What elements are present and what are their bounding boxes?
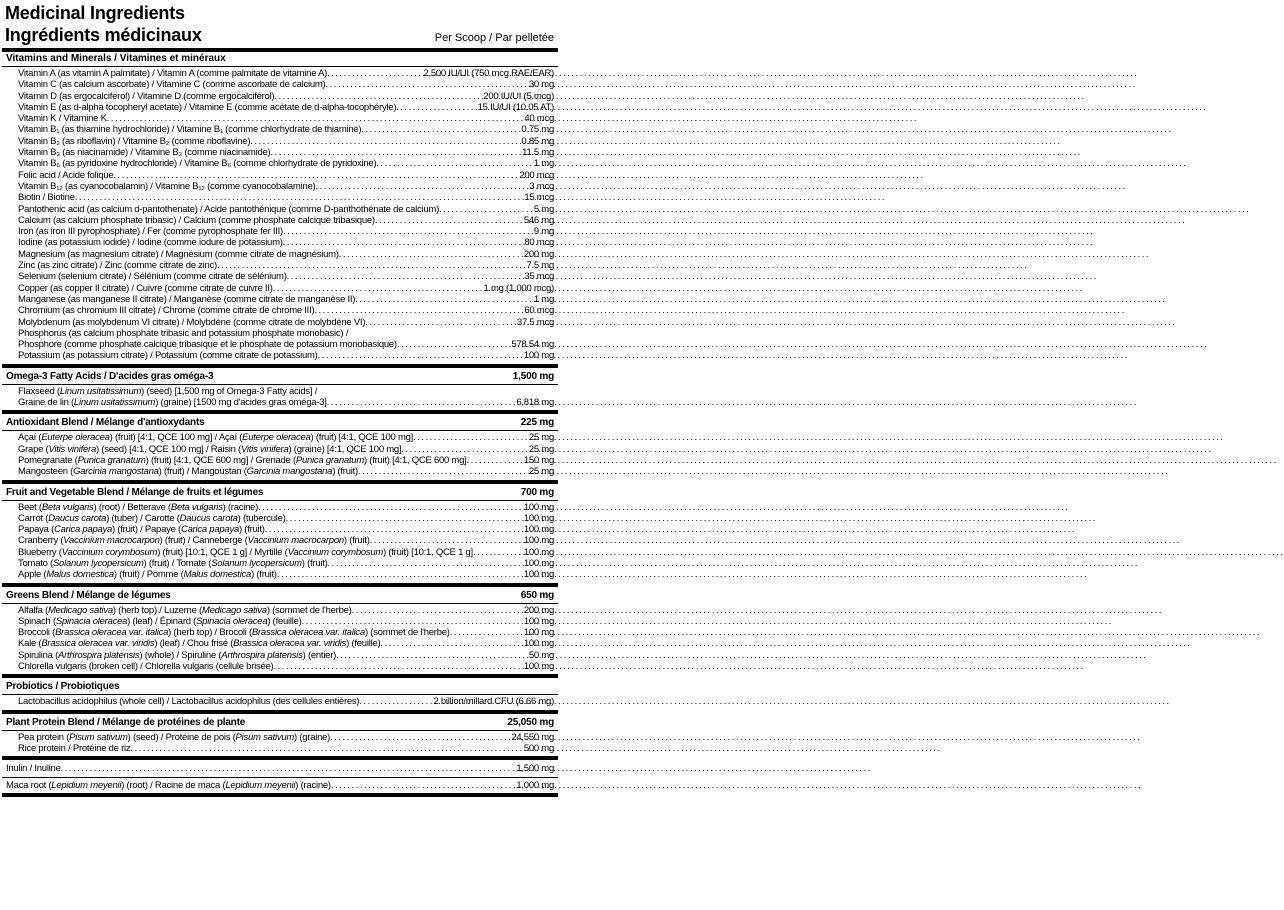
fruitveg-row	[18, 524, 554, 535]
vitamin-row	[18, 192, 554, 203]
ingredient-name: Pea protein (Pisum sativum) (seed) / Protéine de pois (Pisum sativum) (graine)	[18, 731, 331, 743]
fruitveg-row	[18, 535, 554, 546]
antioxidant-row	[18, 444, 554, 455]
vitamin-row	[18, 271, 554, 282]
fruitveg-row	[18, 558, 554, 569]
ingredient-name: Vitamin E (as d-alpha tocopheryl acetate) / Vitamine E (comme acétate de d-alpha-tocophéryle)	[18, 101, 397, 113]
vitamin-row	[18, 170, 554, 181]
section-heading-greens: Greens Blend / Mélange de légumes 650 mg	[6, 589, 554, 601]
ingredient-row-inulin: Inulin / Inuline ..... 1,500 mg	[6, 763, 554, 774]
per-scoop-label: Per Scoop / Par pelletée	[434, 32, 554, 44]
ingredient-amount: 150 mg	[523, 454, 554, 466]
ingredient-name: Chromium (as chromium III citrate) / Chrome (comme citrate de chrome III)	[18, 305, 315, 317]
ingredient-amount: 100 mg	[523, 627, 554, 639]
ingredient-row-potassium: Potassium (as potassium citrate) / Potassium (comme citrate de potassium) ..... 100 mg	[18, 350, 554, 361]
section-heading-antioxidant: Antioxidant Blend / Mélange d'antioxydants 225 mg	[6, 417, 554, 429]
ingredient-name: Spirulina (Arthrospira platensis) (whole) / Spiruline (Arthrospira platensis) (entier)	[18, 649, 337, 661]
ingredient-amount: 25 mg	[528, 443, 554, 455]
vitamin-row	[18, 305, 554, 316]
ingredient-name: Beet (Beta vulgaris) (root) / Betterave (Beta vulgaris) (racine)	[18, 501, 259, 513]
ingredient-name: Kale (Brassica oleracea var. viridis) (leaf) / Chou frisé (Brassica oleracea var. viridis) (feuille)	[18, 638, 381, 650]
probiotics-list	[2, 695, 558, 709]
ingredient-amount: 30 mg	[528, 79, 554, 91]
ingredient-amount: 1 mg (1,000 mcg)	[483, 282, 554, 294]
vitamins-list	[2, 67, 558, 364]
greens-row	[18, 661, 554, 672]
ingredient-name: Folic acid / Acide folique	[18, 169, 114, 181]
greens-list	[2, 604, 558, 675]
vitamin-row	[18, 237, 554, 248]
ingredient-amount: 80 mcg	[524, 237, 554, 249]
ingredient-amount: 35 mcg	[524, 271, 554, 283]
ingredient-amount: 1 mg	[533, 158, 554, 170]
ingredient-name: Pantothenic acid (as calcium d-pantothenate) / Acide pantothénique (comme D-panthothénate de calcium)	[18, 203, 439, 215]
vitamin-row	[18, 91, 554, 102]
ingredient-name: Alfalfa (Medicago sativa) (herb top) / Luzerne (Medicago sativa) (sommet de l'herbe)	[18, 604, 352, 616]
ingredient-amount: 100 mg	[523, 535, 554, 547]
fruitveg-row	[18, 513, 554, 524]
vitamin-row	[18, 102, 554, 113]
ingredient-name: Molybdenum (as molybdenum VI citrate) / Molybdène (comme citrate de molybdène VI)	[18, 316, 366, 328]
protein-list	[2, 731, 558, 757]
ingredient-name: Papaya (Carica papaya) (fruit) / Papaye (Carica papaya) (fruit)	[18, 524, 265, 536]
ingredient-name: Carrot (Daucus carota) (tuber) / Carotte (Daucus carota) (tubercule)	[18, 512, 286, 524]
ingredient-amount: 9 mg	[533, 226, 554, 238]
vitamin-row	[18, 68, 554, 79]
ingredient-amount: 200 IU/UI (5 mcg)	[483, 90, 554, 102]
section-heading-vitamins: Vitamins and Minerals / Vitamines et minéraux	[6, 53, 226, 64]
ingredient-name: Broccoli (Brassica oleracea var. italica) (herb top) / Brocoli (Brassica oleracea var. italica) (sommet de l'herbe)	[18, 627, 450, 639]
ingredient-amount: 50 mg	[528, 649, 554, 661]
inulin-block	[2, 760, 558, 776]
ingredient-amount: 25 mg	[528, 432, 554, 444]
ingredient-name: Selenium (selenium citrate) / Sélénium (comme citrate de sélénium)	[18, 271, 287, 283]
ingredient-name: Spinach (Spinacia oleracea) (leaf) / Épinard (Spinacia oleracea) (feuille)	[18, 615, 302, 627]
ingredient-amount: 100 mg	[523, 638, 554, 650]
ingredient-amount: 0.75 mg	[521, 124, 554, 136]
ingredient-amount: 100 mg	[523, 501, 554, 513]
ingredient-name: Vitamin B₃ (as niacinamide) / Vitamine B₃ (comme niacinamide)	[18, 147, 271, 159]
greens-row	[18, 605, 554, 616]
ingredient-name: Vitamin K / Vitamine K	[18, 113, 107, 125]
vitamin-row	[18, 294, 554, 305]
ingredient-row-maca: Maca root (Lepidium meyenii) (root) / Racine de maca (Lepidium meyenii) (racine) ..... 1,000 mg	[6, 780, 554, 791]
section-heading-protein: Plant Protein Blend / Mélange de protéines de plante 25,050 mg	[6, 716, 554, 728]
ingredient-amount: 100 mg	[523, 557, 554, 569]
fruitveg-row	[18, 502, 554, 513]
ingredient-row-phosphorus-line1: Phosphorus (as calcium phosphate tribasic and potassium phosphate monobasic) /	[18, 327, 349, 339]
omega-list	[2, 385, 558, 411]
protein-row	[18, 732, 554, 743]
ingredient-name: Vitamin B₂ (as riboflavin) / Vitamine B₂ (comme riboflavine)	[18, 135, 251, 147]
ingredient-name: Rice protein / Protéine de riz	[18, 742, 131, 754]
antioxidant-row	[18, 466, 554, 477]
greens-row	[18, 638, 554, 649]
ingredient-amount: 15 IU/UI (10.05 AT)	[477, 101, 554, 113]
ingredient-amount: 37.5 mcg	[516, 316, 554, 328]
ingredient-row-lactobacillus: Lactobacillus acidophilus (whole cell) / Lactobacillus acidophilus (des cellules entières) ..... 2 billion/millard CFU (6.66 mg)	[18, 696, 554, 707]
antioxidant-list	[2, 431, 558, 479]
vitamin-row	[18, 79, 554, 90]
section-heading-probiotics: Probiotics / Probiotiques	[6, 681, 120, 693]
panel-header	[2, 0, 558, 48]
vitamin-row	[18, 283, 554, 294]
ingredient-name: Magnesium (as magnesium citrate) / Magnésium (comme citrate de magnésium)	[18, 248, 339, 260]
ingredient-amount: 24,550 mg	[511, 731, 554, 743]
protein-row	[18, 743, 554, 754]
ingredient-amount: 500 mg	[523, 742, 554, 754]
ingredient-amount: 25 mg	[528, 466, 554, 478]
ingredient-amount: 546 mg	[523, 214, 554, 226]
ingredient-amount: 15 mcg	[524, 192, 554, 204]
vitamin-row	[18, 113, 554, 124]
ingredient-name: Mangosteen (Garcinia mangostana) (fruit) / Mangoustan (Garcinia mangostana) (fruit)	[18, 466, 358, 478]
section-heading-fruitveg: Fruit and Vegetable Blend / Mélange de fruits et légumes 700 mg	[6, 486, 554, 498]
ingredients-panel	[2, 0, 558, 797]
ingredient-amount: 100 mg	[523, 524, 554, 536]
vitamin-row	[18, 158, 554, 169]
ingredient-name: Tomato (Solanum lycopersicum) (fruit) / Tomate (Solanum lycopersicum) (fruit)	[18, 557, 328, 569]
ingredient-name: Vitamin B₁ (as thiamine hydrochloride) / Vitamine B₁ (comme chlorhydrate de thiamine)	[18, 124, 362, 136]
ingredient-name: Pomegranate (Punica granatum) (fruit) [4:1, QCE 600 mg] / Grenade (Punica granatum) (fruit) [4:1, QCE 600 mg]	[18, 454, 467, 466]
ingredient-amount: 0.85 mg	[521, 135, 554, 147]
greens-row	[18, 616, 554, 627]
vitamin-row	[18, 260, 554, 271]
ingredient-name: Vitamin B₁₂ (as cyanocobalamin) / Vitamine B₁₂ (comme cyanocobalamine)	[18, 180, 316, 192]
fruitveg-list	[2, 501, 558, 583]
ingredient-name: Zinc (as zinc citrate) / Zinc (comme citrate de zinc)	[18, 260, 217, 272]
ingredient-name: Iodine (as potassium iodide) / Iodine (comme iodure de potassium)	[18, 237, 283, 249]
ingredient-name: Cranberry (Vaccinium macrocarpon) (fruit) / Canneberge (Vaccinium macrocarpon) (fruit)	[18, 535, 370, 547]
ingredient-name: Grape (Vitis vinifera) (seed) [4:1, QCE 100 mg] / Raisin (Vitis vinifera) (graine) [4:1, QCE 100 mg]	[18, 443, 402, 455]
ingredient-name: Vitamin C (as calcium ascorbate) / Vitamine C (comme ascorbate de calcium)	[18, 79, 326, 91]
antioxidant-row	[18, 455, 554, 466]
ingredient-amount: 11.5 mg	[522, 147, 554, 159]
ingredient-amount: 40 mcg	[524, 113, 554, 125]
vitamin-row	[18, 181, 554, 192]
fruitveg-row	[18, 569, 554, 580]
ingredient-amount: 100 mg	[523, 615, 554, 627]
ingredient-name: Chlorella vulgaris (broken cell) / Chlorella vulgaris (cellule brisée)	[18, 661, 274, 673]
greens-row	[18, 650, 554, 661]
greens-row	[18, 627, 554, 638]
ingredient-name: Apple (Malus domestica) (fruit) / Pomme (Malus domestica) (fruit)	[18, 569, 277, 581]
ingredient-amount: 200 mg	[523, 248, 554, 260]
vitamin-row	[18, 317, 554, 328]
ingredient-amount: 100 mg	[523, 569, 554, 581]
ingredient-amount: 3 mcg	[529, 180, 554, 192]
ingredient-row-phosphorus: Phosphore (comme phosphate calcique tribasique et le phosphate de potassium monobasique) ..... 578.54 mg	[18, 339, 554, 350]
ingredient-amount: 2,500 IU/UI (750 mcg RAE/EAR)	[423, 68, 554, 79]
ingredient-name: Manganese (as manganese II citrate) / Manganèse (comme citrate de manganèse II)	[18, 293, 356, 305]
title-english: Medicinal Ingredients	[5, 3, 185, 23]
ingredient-name: Copper (as copper II citrate) / Cuivre (comme citrate de cuivre II)	[18, 282, 273, 294]
vitamin-row	[18, 136, 554, 147]
ingredient-name: Vitamin D (as ergocalciferol) / Vitamine D (comme ergocalciférol)	[18, 90, 275, 102]
ingredient-amount: 60 mcg	[524, 305, 554, 317]
ingredient-amount: 5 mg	[533, 203, 554, 215]
vitamin-row	[18, 249, 554, 260]
vitamin-row	[18, 147, 554, 158]
ingredient-amount: 200 mcg	[519, 169, 554, 181]
ingredient-name: Vitamin B₆ (as pyridoxine hydrochloride) / Vitamine B₆ (comme chlorhydrate de pyridoxine)	[18, 158, 377, 170]
title-french: Ingrédients médicinaux	[5, 25, 202, 45]
ingredient-name: Açaí (Euterpe oleracea) (fruit) [4:1, QCE 100 mg] / Açaí (Euterpe oleracea) (fruit) [4:1, QCE 100 mg]	[18, 432, 414, 444]
ingredient-name: Calcium (as calcium phosphate tribasic) / Calcium (comme phosphate calcique tribasique)	[18, 214, 375, 226]
maca-block	[2, 778, 558, 793]
ingredient-amount: 100 mg	[523, 512, 554, 524]
ingredient-amount: 200 mg	[523, 604, 554, 616]
ingredient-amount: 100 mg	[523, 661, 554, 673]
vitamin-row	[18, 124, 554, 135]
ingredient-amount: 7.5 mg	[526, 260, 554, 272]
section-heading-omega: Omega-3 Fatty Acids / D'acides gras oméga-3 1,500 mg	[6, 370, 554, 382]
ingredient-name: Vitamin A (as vitamin A palmitate) / Vitamin A (comme palmitate de vitamine A)	[18, 68, 328, 79]
ingredient-name: Biotin / Biotine	[18, 192, 75, 204]
ingredient-amount: 100 mg	[523, 546, 554, 558]
vitamin-row	[18, 204, 554, 215]
ingredient-name: Blueberry (Vaccinium corymbosum) (fruit) [10:1, QCE 1 g] / Myrtille (Vaccinium corymbosum) (fruit) [10:1, QCE 1 g]	[18, 546, 473, 558]
antioxidant-row	[18, 432, 554, 443]
ingredient-name: Iron (as iron III pyrophosphate) / Fer (comme pyrophosphate fer III)	[18, 226, 283, 238]
ingredient-row-flaxseed-line1: Flaxseed (Linum usitatissimum) (seed) [1,500 mg of Omega-3 Fatty acids] /	[18, 385, 318, 397]
ingredient-row-flaxseed: Graine de lin (Linum usitatissimum) (graine) [1500 mg d'acides gras oméga-3] ..... 6,818 mg	[18, 397, 554, 408]
fruitveg-row	[18, 547, 554, 558]
vitamin-row	[18, 226, 554, 237]
vitamin-row	[18, 215, 554, 226]
ingredient-amount: 1 mg	[533, 293, 554, 305]
